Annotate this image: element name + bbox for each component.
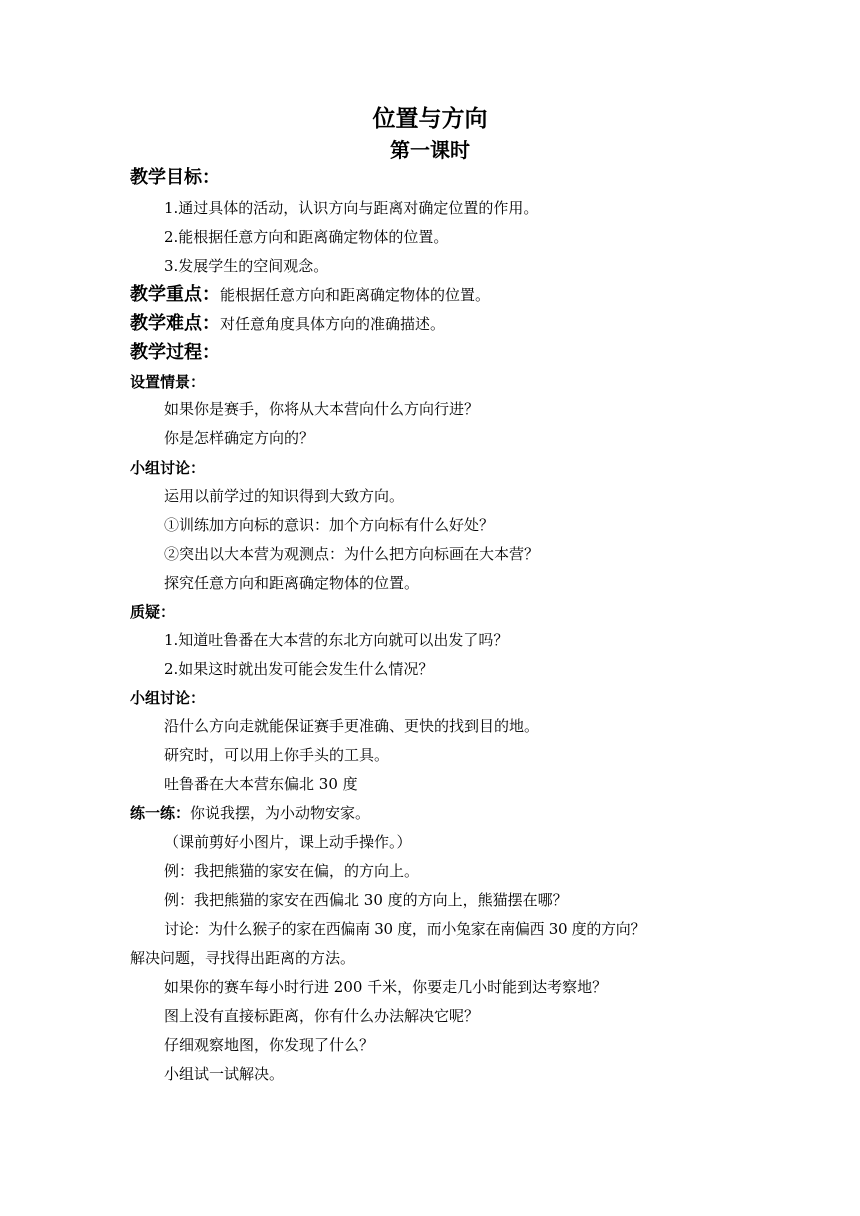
- key-point-text: 能根据任意方向和距离确定物体的位置。: [220, 286, 491, 304]
- practice-line: 仔细观察地图，你发现了什么？: [164, 1036, 375, 1054]
- discussion2-line: 吐鲁番在大本营东偏北 30 度: [164, 775, 358, 793]
- practice-line: 图上没有直接标距离，你有什么办法解决它呢？: [164, 1007, 480, 1025]
- discussion1-line: 运用以前学过的知识得到大致方向。: [164, 487, 405, 505]
- objective-item: 3.发展学生的空间观念。: [164, 257, 329, 275]
- questions-heading: 质疑：: [130, 603, 176, 621]
- discussion1-line: ②突出以大本营为观测点：为什么把方向标画在大本营？: [164, 545, 540, 563]
- key-point-label: 教学重点：: [130, 284, 220, 305]
- practice-line: 例：我把熊猫的家安在偏，的方向上。: [164, 862, 420, 880]
- discussion2-line: 研究时，可以用上你手头的工具。: [164, 746, 390, 764]
- objective-item: 2.能根据任意方向和距离确定物体的位置。: [164, 228, 449, 246]
- scenario-line: 如果你是赛手，你将从大本营向什么方向行进？: [164, 400, 480, 418]
- scenario-line: 你是怎样确定方向的？: [164, 429, 315, 447]
- question-line: 1.知道吐鲁番在大本营的东北方向就可以出发了吗？: [164, 631, 509, 649]
- objectives-heading: 教学目标：: [130, 167, 220, 188]
- document-subtitle: 第一课时: [390, 138, 470, 162]
- practice-line: 例：我把熊猫的家安在西偏北 30 度的方向上，熊猫摆在哪？: [164, 891, 568, 909]
- practice-line: （课前剪好小图片，课上动手操作。）: [164, 833, 412, 851]
- practice-row: [130, 801, 370, 825]
- discussion1-heading: 小组讨论：: [130, 459, 206, 477]
- practice-line: 小组试一试解决。: [164, 1065, 285, 1083]
- discussion2-heading: 小组讨论：: [130, 689, 206, 707]
- practice-label: 练一练：: [130, 804, 191, 822]
- question-line: 2.如果这时就出发可能会发生什么情况？: [164, 660, 434, 678]
- process-heading: 教学过程：: [130, 342, 220, 363]
- document-title: 位置与方向: [372, 106, 488, 132]
- practice-line: 讨论：为什么猴子的家在西偏南 30 度，而小兔家在南偏西 30 度的方向？: [164, 920, 646, 938]
- discussion2-line: 沿什么方向走就能保证赛手更准确、更快的找到目的地。: [164, 717, 540, 735]
- discussion1-line: ①训练加方向标的意识：加个方向标有什么好处？: [164, 516, 495, 534]
- difficulty-row: [130, 311, 445, 337]
- objective-item: 1.通过具体的活动，认识方向与距离对确定位置的作用。: [164, 199, 539, 217]
- key-point-row: [130, 282, 490, 308]
- practice-text: 你说我摆，为小动物安家。: [190, 804, 371, 822]
- difficulty-label: 教学难点：: [130, 313, 220, 334]
- scenario-heading: 设置情景：: [130, 373, 206, 391]
- practice-line: 如果你的赛车每小时行进 200 千米，你要走几小时能到达考察地？: [164, 978, 608, 996]
- difficulty-text: 对任意角度具体方向的准确描述。: [220, 315, 446, 333]
- practice-continuation: 解决问题，寻找得出距离的方法。: [130, 949, 356, 967]
- discussion1-line: 探究任意方向和距离确定物体的位置。: [164, 574, 420, 592]
